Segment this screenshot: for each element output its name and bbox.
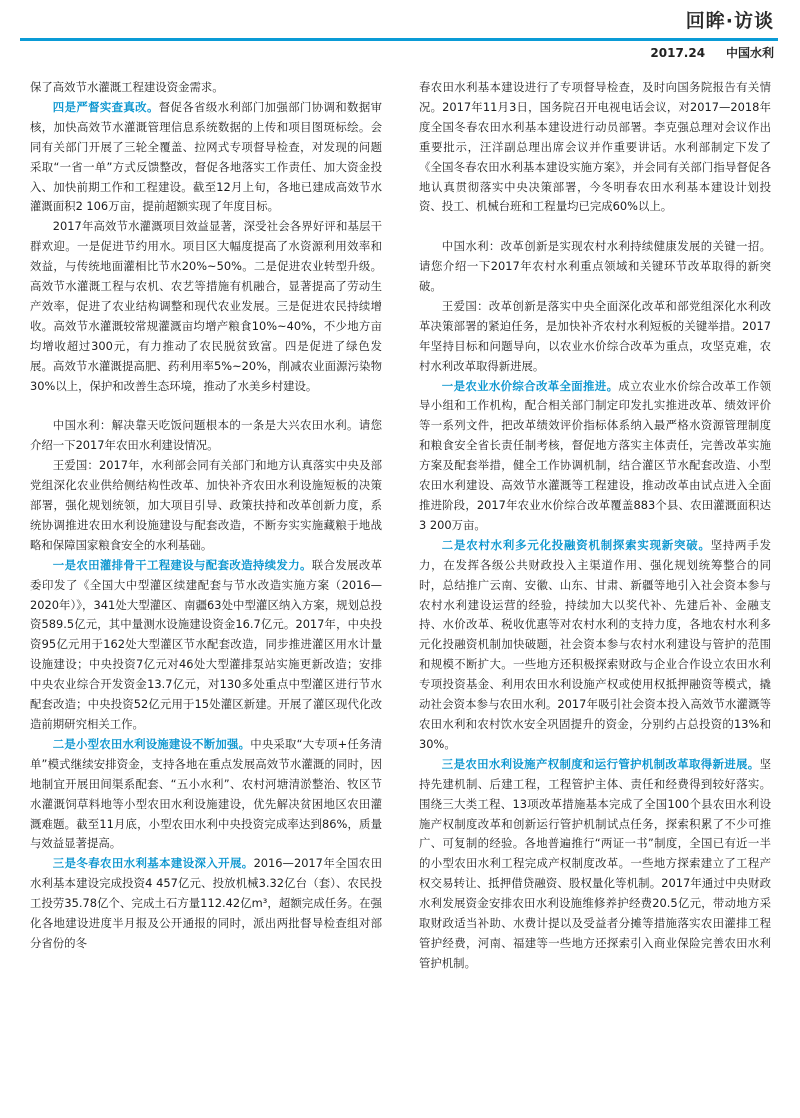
left-column bbox=[30, 78, 382, 954]
paragraph: 一是农业水价综合改革全面推进。成立农业水价综合改革工作领导小组和工作机构，配合相关部门制定印发扎实推进改革、绩效评价等一系列文件，把改革绩效评价指标体系纳入最严格水资源管理制度和粮食安全省长责任制考核，督促地方落实主体责任，完善改革实施方案及配套举措，健全工作协调机制，结合灌区节水配套改造、小型农田水利建设、高效节水灌溉等工程建设，推动改革由试点进入全面推进阶段，2017年农业水价综合改革覆盖883个县、农田灌溉面积达3 200万亩。 bbox=[419, 378, 771, 532]
paragraph: 保了高效节水灌溉工程建设资金需求。 bbox=[30, 80, 224, 94]
header-rule bbox=[20, 38, 778, 41]
paragraph: 一是农田灌排骨干工程建设与配套改造持续发力。联合发展改革委印发了《全国大中型灌区续建配套与节水改造实施方案（2016—2020年）》，341处大型灌区、南疆63处中型灌区纳入方案，规划总投资589.5亿元，其中量测水设施建设资金16.7亿元。2017年，中央投资95亿元用于162处大型灌区节水配套改造，同步推进灌区用水计量设施建设；中央投资7亿元对46处大型灌排泵站实施更新改造；安排中央农业综合开发资金13.7亿元，对130多处重点中型灌区进行节水配套改造；中央投资52亿元用于15处灌区新建。开展了灌区现代化改造前期研究相关工作。 bbox=[30, 557, 382, 731]
paragraph: 三是冬春农田水利基本建设深入开展。2016—2017年全国农田水利基本建设完成投资4 457亿元、投放机械3.32亿台（套）、农民投工投劳35.78亿个、完成土石方量112.42亿m³，超额完成任务。在强化各地建设进度半月报及公开通报的同时，派出两批督导检查组对部分省份的冬 bbox=[30, 856, 382, 950]
highlight-heading: 一是农田灌排骨干工程建设与配套改造持续发力。 bbox=[52, 557, 312, 572]
right-column bbox=[419, 78, 771, 974]
highlight-heading: 一是农业水价综合改革全面推进。 bbox=[441, 378, 619, 393]
interview-answer: 王爱国：改革创新是落实中央全面深化改革和部党组深化水利改革决策部署的紧迫任务，是加快补齐农村水利短板的关键举措。2017年坚持目标和问题导向，以农业水价综合改革为重点，攻坚克难，农村水利改革取得新进展。 bbox=[419, 298, 771, 373]
paragraph: 四是严督实查真改。督促各省级水利部门加强部门协调和数据审核，加快高效节水灌溉管理信息系统数据的上传和项目图斑标绘。会同有关部门开展了三轮全覆盖、拉网式专项督导检查，对发现的问题采取“一省一单”方式反馈整改，督促各地落实工作责任、加大资金投入、加快前期工作和工程建设。截至12月上旬，各地已建成高效节水灌溉面积2 106万亩，提前超额实现了年度目标。 bbox=[30, 99, 382, 214]
section-title: 回眸·访谈 bbox=[685, 10, 774, 32]
highlight-heading: 三是冬春农田水利基本建设深入开展。 bbox=[52, 856, 254, 871]
paragraph: 2017年高效节水灌溉项目效益显著，深受社会各界好评和基层干群欢迎。一是促进节约用水。项目区大幅度提高了水资源利用效率和效益，与传统地面灌相比节水20%~50%。二是促进农业转型升级。高效节水灌溉工程与农机、农艺等措施有机融合，显著提高了劳动生产效率，促进了农业结构调整和现代农业发展。三是促进农民持续增收。高效节水灌溉较常规灌溉亩均增产粮食10%~40%，不少地方亩均增收超过300元，有力推动了农民脱贫致富。四是促进了绿色发展。高效节水灌溉提高肥、药利用率5%~20%，削减农业面源污染物30%以上，保护和改善生态环境，推动了水美乡村建设。 bbox=[30, 219, 382, 393]
issue-line bbox=[650, 44, 774, 61]
interview-question: 中国水利：解决靠天吃饭问题根本的一条是大兴农田水利。请您介绍一下2017年农田水利建设情况。 bbox=[30, 418, 382, 453]
interview-question: 中国水利：改革创新是实现农村水利持续健康发展的关键一招。请您介绍一下2017年农村水利重点领域和关键环节改革取得的新突破。 bbox=[419, 239, 771, 294]
highlight-heading: 二是小型农田水利设施建设不断加强。 bbox=[52, 736, 251, 751]
highlight-heading: 二是农村水利多元化投融资机制探索实现新突破。 bbox=[441, 537, 711, 552]
paragraph: 二是农村水利多元化投融资机制探索实现新突破。坚持两手发力，在发挥各级公共财政投入主渠道作用、强化规划统筹整合的同时，总结推广云南、安徽、山东、甘肃、新疆等地引入社会资本参与农村水利建设运营的经验，持续加大以奖代补、先建后补、金融支持、水价改革、税收优惠等对农村水利的支持力度，各地农村水利多元化投融资机制加快破题，社会资本参与农村水利建设与管护的范围和规模不断扩大。一些地方还积极探索财政与企业合作设立农田水利专项投资基金、利用农田水利设施产权或使用权抵押融资等模式，撬动社会资本参与农田水利。2017年吸引社会资本投入高效节水灌溉等农田水利和农村饮水安全巩固提升的资金，分别约占总投资的13%和30%。 bbox=[419, 537, 771, 751]
magazine-name: 中国水利 bbox=[725, 46, 774, 60]
highlight-heading: 四是严督实查真改。 bbox=[52, 99, 159, 114]
interview-answer: 王爱国：2017年，水利部会同有关部门和地方认真落实中央及部党组深化农业供给侧结构性改革、加快补齐农田水利设施短板的决策部署，强化规划统领，加大项目引导、政策扶持和改革创新力度，系统协调推进农田水利设施建设与配套改造，不断夯实实施藏粮于地战略和保障国家粮食安全的水利基础。 bbox=[30, 458, 382, 552]
paragraph: 三是农田水利设施产权制度和运行管护机制改革取得新进展。坚持先建机制、后建工程，工程管护主体、责任和经费得到较好落实。围绕三大类工程、13项改革措施基本完成了全国100个县农田水利设施产权制度改革和创新运行管护机制试点任务，探索积累了不少可推广、可复制的经验。各地普遍推行“两证一书”制度，全国已有近一半的小型农田水利工程完成产权制度改革。一些地方探索建立了工程产权交易转让、抵押借贷融资、股权量化等机制。2017年通过中央财政水利发展资金安排农田水利设施维修养护经费20.5亿元，带动地方采取财政适当补助、水费计提以及受益者分摊等措施落实农田灌排工程管护经费，河南、福建等一些地方还探索引入商业保险完善农田水利管护机制。 bbox=[419, 756, 771, 970]
paragraph: 二是小型农田水利设施建设不断加强。中央采取“大专项+任务清单”模式继续安排资金，支持各地在重点发展高效节水灌溉的同时，因地制宜开展田间渠系配套、“五小水利”、农村河塘清淤整治、牧区节水灌溉饲草料地等小型农田水利设施建设，优先解决贫困地区农田灌溉难题。截至11月底，小型农田水利中央投资完成率达到86%，质量与效益显著提高。 bbox=[30, 736, 382, 851]
paragraph: 春农田水利基本建设进行了专项督导检查，及时向国务院报告有关情况。2017年11月3日，国务院召开电视电话会议，对2017—2018年度全国冬春农田水利基本建设进行动员部署。李克强总理对会议作出重要批示，汪洋副总理出席会议并作重要讲话。水利部制定下发了《全国冬春农田水利基本建设实施方案》，并会同有关部门指导督促各地认真贯彻落实中央决策部署，今冬明春农田水利基本建设计划投资、投工、机械台班和工程量均已完成60%以上。 bbox=[419, 80, 771, 214]
issue-number: 2017.24 bbox=[650, 46, 706, 60]
highlight-heading: 三是农田水利设施产权制度和运行管护机制改革取得新进展。 bbox=[441, 756, 760, 771]
